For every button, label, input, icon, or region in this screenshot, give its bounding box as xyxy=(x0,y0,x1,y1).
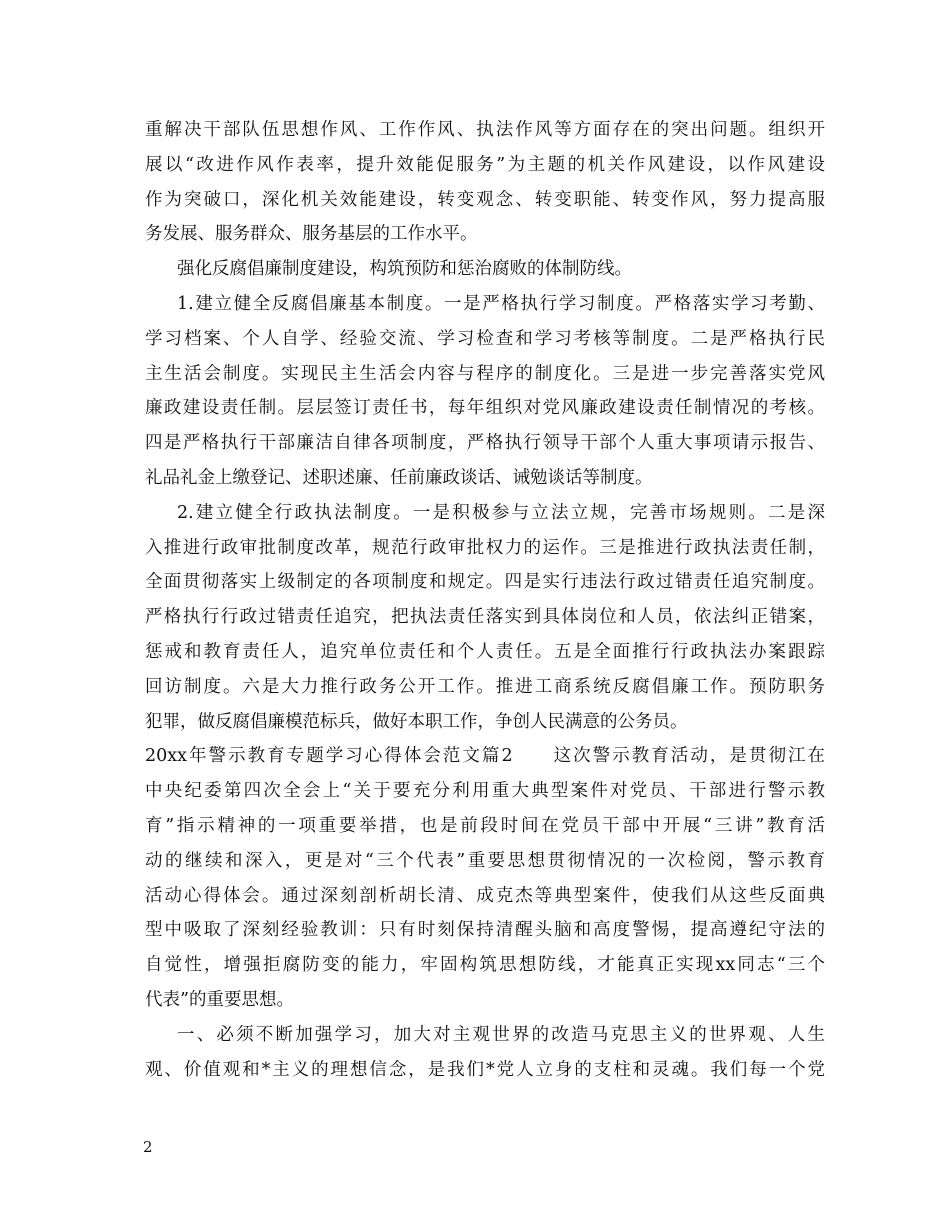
text-line: 惩戒和教育责任人，追究单位责任和个人责任。五是全面推行行政执法办案跟踪 xyxy=(145,641,825,662)
text-line: 学习档案、个人自学、经验交流、学习检查和学习考核等制度。二是严格执行民 xyxy=(145,328,825,349)
text-line: 礼品礼金上缴登记、述职述廉、任前廉政谈话、诫勉谈话等制度。 xyxy=(145,467,653,488)
text-line: 观、价值观和*主义的理想信念，是我们*党人立身的支柱和灵魂。我们每一个党 xyxy=(145,1059,825,1080)
text-line: 1.建立健全反腐倡廉基本制度。一是严格执行学习制度。严格落实学习考勤、 xyxy=(177,293,825,314)
text-line: 犯罪，做反腐倡廉模范标兵，做好本职工作，争创人民满意的公务员。 xyxy=(145,711,688,732)
text-line: 务发展、服务群众、服务基层的工作水平。 xyxy=(145,224,478,245)
text-line: 严格执行行政过错责任追究，把执法责任落实到具体岗位和人员，依法纠正错案， xyxy=(145,607,825,628)
text-line: 动的继续和深入，更是对“三个代表”重要思想贯彻情况的一次检阅，警示教育 xyxy=(145,850,825,871)
text-line: 回访制度。六是大力推行政务公开工作。推进工商系统反腐倡廉工作。预防职务 xyxy=(145,676,825,697)
text-line: 活动心得体会。通过深刻剖析胡长清、成克杰等典型案件，使我们从这些反面典 xyxy=(145,885,825,906)
text-line: 育”指示精神的一项重要举措，也是前段时间在党员干部中开展“三讲”教育活 xyxy=(145,815,825,836)
text-line: 展以“改进作风作表率，提升效能促服务”为主题的机关作风建设，以作风建设 xyxy=(145,154,825,175)
text-line: 自觉性，增强拒腐防变的能力，牢固构筑思想防线，才能真正实现xx同志“三个 xyxy=(145,955,825,976)
text-line: 强化反腐倡廉制度建设，构筑预防和惩治腐败的体制防线。 xyxy=(177,259,632,280)
text-line: 四是严格执行干部廉洁自律各项制度，严格执行领导干部个人重大事项请示报告、 xyxy=(145,433,825,454)
text-line: 型中吸取了深刻经验教训：只有时刻保持清醒头脑和高度警惕，提高遵纪守法的 xyxy=(145,920,825,941)
text-line: 全面贯彻落实上级制定的各项制度和规定。四是实行违法行政过错责任追究制度。 xyxy=(145,572,825,593)
text-line: 入推进行政审批制度改革，规范行政审批权力的运作。三是推进行政执法责任制， xyxy=(145,537,825,558)
text-line: 重解决干部队伍思想作风、工作作风、执法作风等方面存在的突出问题。组织开 xyxy=(145,120,825,140)
text-line: 主生活会制度。实现民主生活会内容与程序的制度化。三是进一步完善落实党风 xyxy=(145,363,825,384)
text-line: 中央纪委第四次全会上“关于要充分利用重大典型案件对党员、干部进行警示教 xyxy=(145,781,825,802)
text-line: 廉政建设责任制。层层签订责任书，每年组织对党风廉政建设责任制情况的考核。 xyxy=(145,398,825,419)
text-line: 代表”的重要思想。 xyxy=(145,989,294,1010)
text-line: 一、必须不断加强学习，加大对主观世界的改造马克思主义的世界观、人生 xyxy=(177,1024,825,1045)
page-number: 2 xyxy=(143,1138,153,1156)
document-body xyxy=(145,113,825,1087)
text-line: 作为突破口，深化机关效能建设，转变观念、转变职能、转变作风，努力提高服 xyxy=(145,189,825,210)
text-line: 20xx年警示教育专题学习心得体会范文篇2 这次警示教育活动，是贯彻江在 xyxy=(145,746,825,767)
text-line: 2.建立健全行政执法制度。一是积极参与立法立规，完善市场规则。二是深 xyxy=(177,502,825,523)
